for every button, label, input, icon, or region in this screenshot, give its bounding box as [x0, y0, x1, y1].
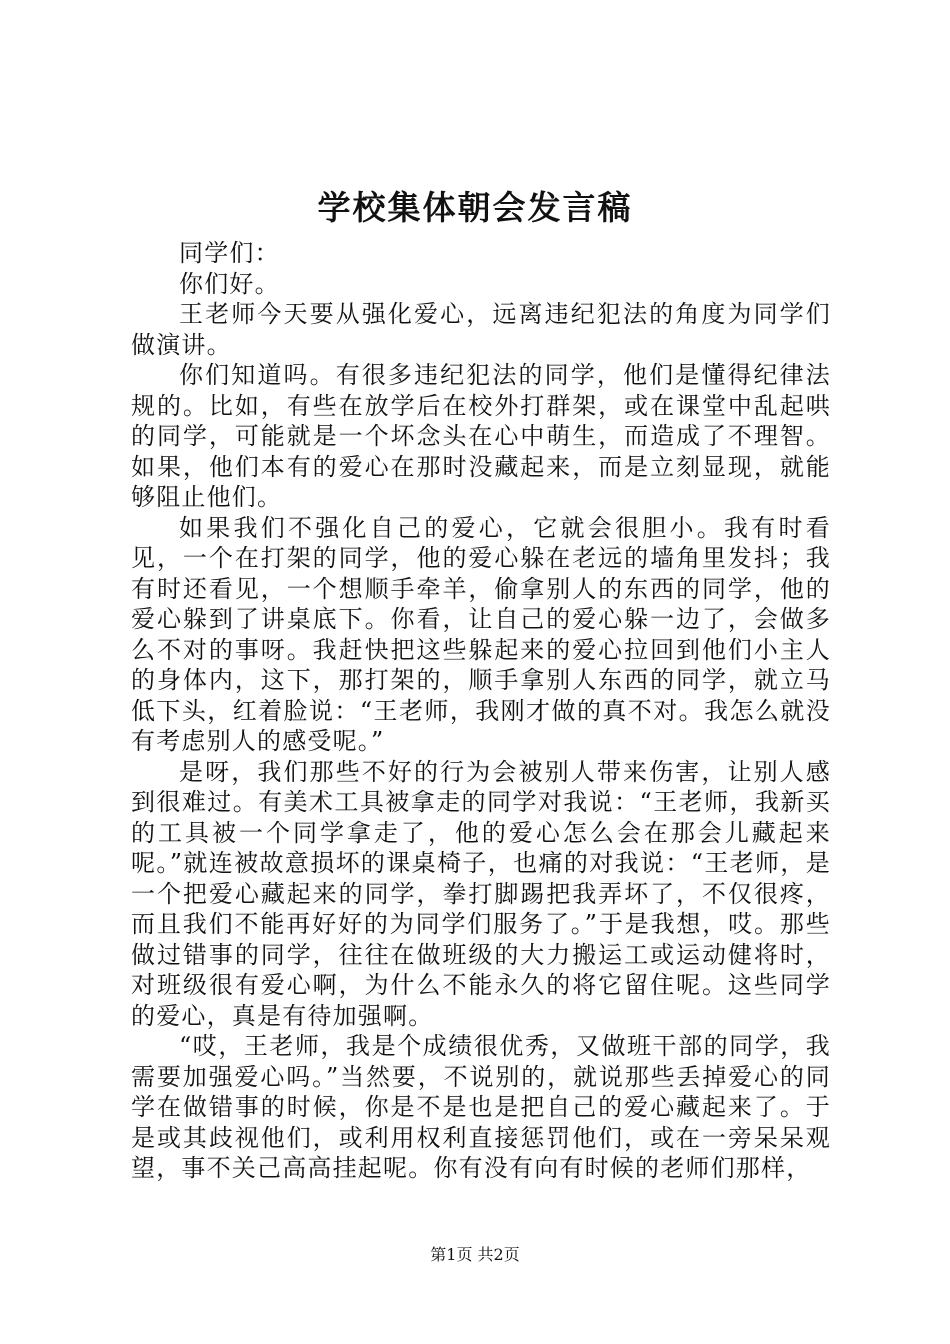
page-number-footer: 第1页 共2页 [430, 1245, 520, 1264]
paragraph: 你们知道吗。有很多违纪犯法的同学，他们是懂得纪律法规的。比如，有些在放学后在校外打群架，或在课堂中乱起哄的同学，可能就是一个坏念头在心中萌生，而造成了不理智。如果，他们本有的爱心在那时没藏起来，而是立刻显现，就能够阻止他们。 [131, 361, 831, 511]
paragraph: 王老师今天要从强化爱心，远离违纪犯法的角度为同学们做演讲。 [131, 300, 831, 359]
paragraph: “哎，王老师，我是个成绩很优秀，又做班干部的同学，我需要加强爱心吗。”当然要，不说别的，就说那些丢掉爱心的同学在做错事的时候，你是不是也是把自己的爱心藏起来了。于是或其歧视他们，或利用权利直接惩罚他们，或在一旁呆呆观望，事不关己高高挂起呢。你有没有向有时候的老师们那样， [131, 1032, 831, 1182]
paragraph: 是呀，我们那些不好的行为会被别人带来伤害，让别人感到很难过。有美术工具被拿走的同学对我说：“王老师，我新买的工具被一个同学拿走了，他的爱心怎么会在那会儿藏起来呢。”就连被故意损坏的课桌椅子，也痛的对我说：“王老师，是一个把爱心藏起来的同学，拳打脚踢把我弄坏了，不仅很疼，而且我们不能再好好的为同学们服务了。”于是我想，哎。那些做过错事的同学，往往在做班级的大力搬运工或运动健将时，对班级很有爱心啊，为什么不能永久的将它留住呢。这些同学的爱心，真是有待加强啊。 [131, 757, 831, 1030]
paragraph-greeting: 你们好。 [179, 269, 280, 298]
document-title: 学校集体朝会发言稿 [317, 188, 633, 227]
document-body [131, 238, 831, 1184]
paragraph-salutation: 同学们： [179, 239, 280, 267]
paragraph: 如果我们不强化自己的爱心，它就会很胆小。我有时看见，一个在打架的同学，他的爱心躲在老远的墙角里发抖；我有时还看见，一个想顺手牵羊，偷拿别人的东西的同学，他的爱心躲到了讲桌底下。你看，让自己的爱心躲一边了，会做多么不对的事呀。我赶快把这些躲起来的爱心拉回到他们小主人的身体内，这下，那打架的，顺手拿别人东西的同学，就立马低下头，红着脸说：“王老师，我刚才做的真不对。我怎么就没有考虑别人的感受呢。” [131, 513, 831, 755]
